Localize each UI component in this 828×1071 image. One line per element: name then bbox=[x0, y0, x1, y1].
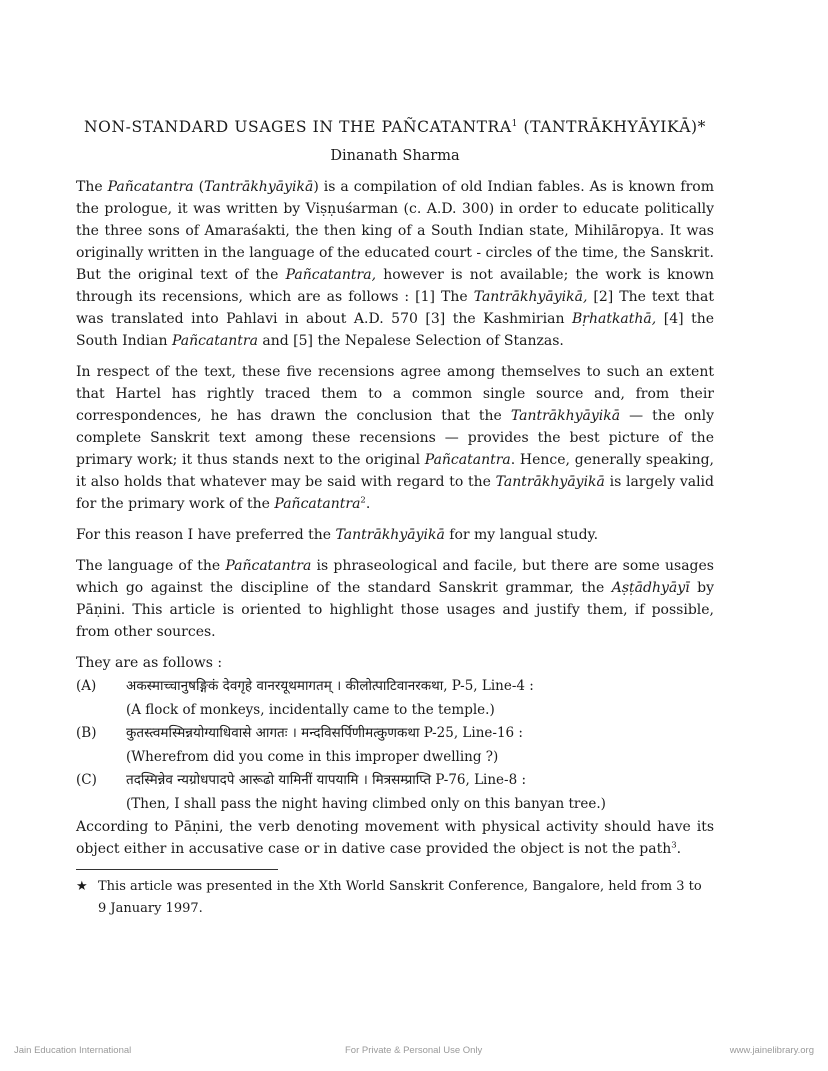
text-run: is largely valid for the primary work of the bbox=[76, 474, 714, 512]
example-sanskrit: तदस्मिन्नेव न्यग्रोधपादपे आरूढो यामिनीं यापयामि । मित्रसम्प्राप्ति P-76, Line-8 : bbox=[126, 772, 527, 788]
footer-center: For Private & Personal Use Only bbox=[345, 1045, 483, 1056]
paragraph bbox=[76, 524, 714, 546]
text-run: In respect of the text, these five recensions agree among themselves to such an extent that Hartel has rightly traced them to a common single source and, from their correspondences, he has drawn the conclusion that the bbox=[76, 364, 714, 424]
example-translation: (Then, I shall pass the night having climbed only on this banyan tree.) bbox=[126, 796, 606, 812]
example-row bbox=[76, 722, 714, 745]
italic-term: Pañcatantra bbox=[171, 333, 258, 349]
example-label: (C) bbox=[76, 772, 97, 788]
footnote-text: This article was presented in the Xth World Sanskrit Conference, Bangalore, held from 3 to 9 January 1997. bbox=[98, 879, 702, 916]
italic-term: Pañcatantra, bbox=[285, 267, 377, 283]
footnote-ref: 3 bbox=[671, 840, 677, 851]
italic-term: Tantrākhyāyikā bbox=[495, 474, 605, 490]
example-item bbox=[76, 769, 714, 816]
footnote-star-icon: ★ bbox=[76, 879, 88, 894]
body-paragraphs bbox=[76, 176, 714, 643]
footnote bbox=[76, 876, 714, 920]
footnote-divider bbox=[76, 869, 278, 870]
title-main: NON-STANDARD USAGES IN THE PAÑCATANTRA bbox=[83, 118, 512, 136]
example-item bbox=[76, 722, 714, 769]
text-run: For this reason I have preferred the bbox=[76, 527, 336, 543]
text-run: The bbox=[76, 179, 108, 195]
italic-term: Aṣṭādhyāyī bbox=[611, 580, 690, 596]
text-run: [4] the South Indian bbox=[76, 311, 714, 349]
italic-term: Tantrākhyāyikā bbox=[510, 408, 621, 424]
text-run: The language of the bbox=[76, 558, 226, 574]
text-run: [2] The text that was translated into Pahlavi in about A.D. 570 [3] the Kashmirian bbox=[76, 289, 715, 327]
example-label: (A) bbox=[76, 678, 97, 694]
text-run: by Pāṇini. This article is oriented to highlight those usages and justify them, if possible, from other sources. bbox=[76, 580, 715, 640]
italic-term: Pañcatantra bbox=[424, 452, 511, 468]
italic-term: Pañcatantra bbox=[107, 179, 194, 195]
footer-right[interactable]: www.jainelibrary.org bbox=[729, 1045, 814, 1056]
example-sanskrit: कुतस्त्वमस्मिन्नयोग्याधिवासे आगतः । मन्दविसर्पिणीमत्कुणकथा P-25, Line-16 : bbox=[126, 725, 523, 741]
italic-term: Pañcatantra bbox=[274, 496, 361, 512]
title-footnote-ref: 1 bbox=[511, 118, 518, 129]
text-run: however is not available; the work is known through its recensions, which are as follows : [1] The bbox=[76, 267, 714, 305]
italic-term: Tantrākhyāyikā bbox=[335, 527, 445, 543]
footer-left: Jain Education International bbox=[14, 1045, 132, 1056]
example-row bbox=[76, 675, 714, 698]
paragraph bbox=[76, 176, 714, 352]
italic-term: Tantrākhyāyikā bbox=[204, 179, 314, 195]
italic-term: Bṛhatkathā, bbox=[571, 311, 657, 327]
text-run: ( bbox=[193, 179, 205, 195]
text-run: According to Pāṇini, the verb denoting movement with physical activity should have its object either in accusative case or in dative case provided the object is not the path bbox=[76, 819, 714, 857]
text-run: . Hence, generally speaking, it also holds that whatever may be said with regard to the bbox=[76, 452, 714, 490]
article-title bbox=[76, 118, 714, 136]
example-sanskrit: अकस्माच्चानुषङ्गिकं देवगृहे वानरयूथमागतम् । कीलोत्पाटिवानरकथा, P-5, Line-4 : bbox=[126, 678, 534, 694]
example-translation: (Wherefrom did you come in this improper dwelling ?) bbox=[126, 749, 499, 765]
title-star: * bbox=[697, 118, 706, 136]
example-row bbox=[76, 769, 714, 792]
text-run: for my langual study. bbox=[444, 527, 599, 543]
example-label: (B) bbox=[76, 725, 97, 741]
footnote-ref: 2 bbox=[360, 495, 366, 506]
examples-intro: They are as follows : bbox=[76, 655, 223, 671]
example-translation: (A flock of monkeys, incidentally came to the temple.) bbox=[126, 702, 495, 718]
text-run: ) is a compilation of old Indian fables. As is known from the prologue, it was written by Viṣṇuśarman (c. A.D. 300) in order to educate politically the three sons of Amaraśakti, the then king of a South Indian state, Mihilāropya. It was originally written in the language of the educated court - circles of the time, the Sanskrit. But the original text of the bbox=[76, 179, 715, 283]
paragraph bbox=[76, 555, 714, 643]
text-run: is phraseological and facile, but there are some usages which go against the discipline of the standard Sanskrit grammar, the bbox=[76, 558, 714, 596]
text-run: — the only complete Sanskrit text among these recensions — provides the best picture of the primary work; it thus stands next to the original bbox=[76, 408, 714, 468]
text-run: and [5] the Nepalese Selection of Stanzas. bbox=[257, 333, 564, 349]
text-run: . bbox=[676, 841, 682, 857]
examples-list bbox=[76, 675, 714, 816]
example-item bbox=[76, 675, 714, 722]
italic-term: Pañcatantra bbox=[225, 558, 312, 574]
author-name: Dinanath Sharma bbox=[330, 148, 460, 164]
article bbox=[76, 118, 714, 920]
closing-paragraph bbox=[76, 816, 714, 860]
italic-term: Tantrākhyāyikā, bbox=[473, 289, 588, 305]
text-run: . bbox=[365, 496, 371, 512]
title-subtitle: (TANTRĀKHYĀYIKĀ) bbox=[517, 118, 698, 136]
paragraph bbox=[76, 361, 714, 515]
